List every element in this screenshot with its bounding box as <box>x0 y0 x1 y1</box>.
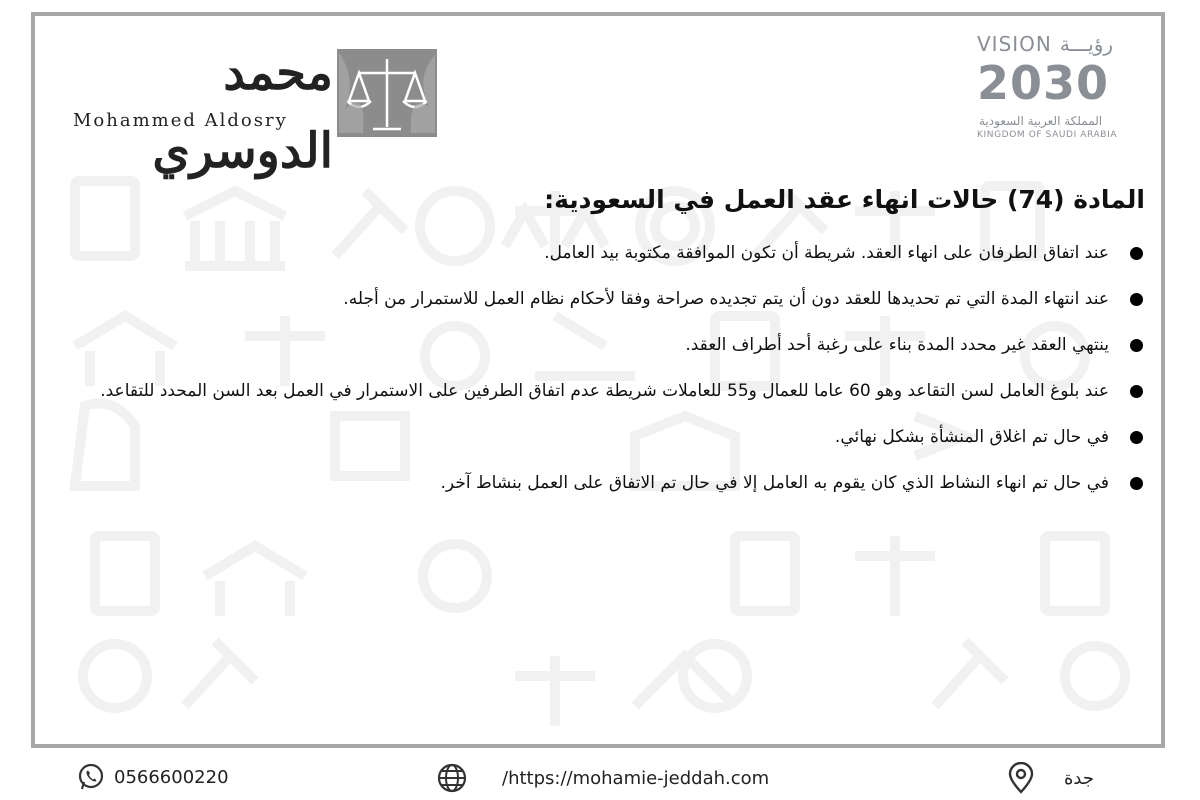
list-item-text: عند انتهاء المدة التي تم تحديدها للعقد دون أن يتم تجديده صراحة وفقا لأحكام نظام العمل للاستمرار من أجله. <box>343 289 1109 309</box>
vision-country-arabic: المملكة العربية السعودية <box>979 114 1103 128</box>
termination-cases-list <box>95 238 1145 498</box>
list-item <box>95 284 1145 314</box>
location-info <box>1006 762 1094 794</box>
logo-latin-name: Mohammed Aldosry <box>73 110 288 131</box>
city-name: جدة <box>1064 767 1095 789</box>
vision-year: 2030 <box>977 56 1110 110</box>
vision-2030-logo <box>977 32 1147 144</box>
list-item-text: عند بلوغ العامل لسن التقاعد وهو 60 عاما للعمال و55 للعاملات شريطة عدم اتفاق الطرفين على الاستمرار في العمل بعد السن المحدد للتقاعد. <box>100 381 1109 401</box>
list-item-text: في حال تم انهاء النشاط الذي كان يقوم به العامل إلا في حال تم الاتفاق على العمل بنشاط آخر. <box>440 473 1109 493</box>
list-item <box>95 422 1145 452</box>
list-item <box>95 330 1145 360</box>
bullet-icon <box>1130 293 1143 306</box>
vision-arabic-word: رؤيـــة <box>1059 32 1114 56</box>
logo-arabic-name: محمد الدوسري <box>152 45 333 179</box>
list-item-text: في حال تم اغلاق المنشأة بشكل نهائي. <box>834 427 1109 447</box>
list-item-text: عند اتفاق الطرفان على انهاء العقد. شريطة أن تكون الموافقة مكتوبة بيد العامل. <box>544 243 1109 263</box>
list-item <box>95 468 1145 498</box>
list-item <box>95 238 1145 268</box>
bullet-icon <box>1130 385 1143 398</box>
bullet-icon <box>1130 477 1143 490</box>
bullet-icon <box>1130 247 1143 260</box>
website-link[interactable] <box>436 762 769 794</box>
whatsapp-icon <box>76 762 106 792</box>
location-pin-icon <box>1006 762 1036 794</box>
scales-of-justice-icon <box>337 49 437 137</box>
article-content <box>95 182 1145 514</box>
phone-number: 0566600220 <box>114 766 229 788</box>
globe-icon <box>436 762 468 794</box>
article-title: المادة (74) حالات انهاء عقد العمل في السعودية: <box>544 185 1145 214</box>
contact-footer <box>0 760 1200 796</box>
website-url: /https://mohamie-jeddah.com <box>502 767 770 789</box>
list-item <box>95 376 1145 406</box>
list-item-text: ينتهي العقد غير محدد المدة بناء على رغبة أحد أطراف العقد. <box>685 335 1109 355</box>
phone-contact[interactable] <box>76 762 229 792</box>
vision-country-english: KINGDOM OF SAUDI ARABIA <box>977 130 1118 140</box>
vision-word: VISION <box>977 32 1052 56</box>
aldosry-logo <box>73 34 443 179</box>
bullet-icon <box>1130 339 1143 352</box>
bullet-icon <box>1130 431 1143 444</box>
document-frame <box>31 12 1165 748</box>
